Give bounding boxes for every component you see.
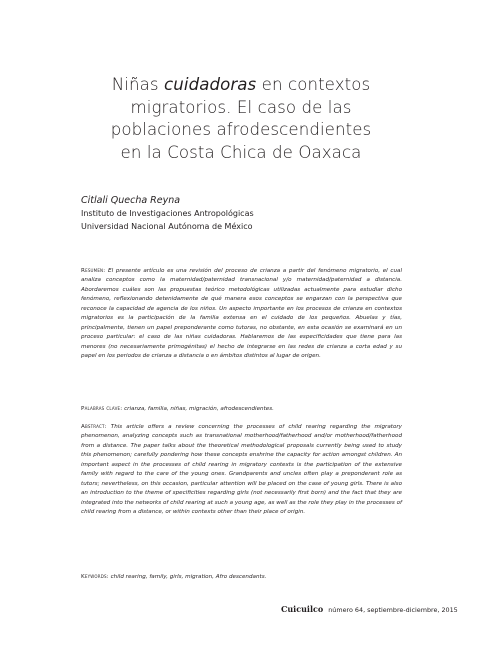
- resumen-text: El presente artículo es una revisión del proceso de crianza a partir del fenómeno migratorio, el cual analiza conceptos como la maternidad/paternidad transnacional y/o maternidad/paternidad a distancia. Abordaremos cuáles son las propuestas teórico metodológicas utilizadas actualmente para estudiar dicho fenómeno, reflexionando detenidamente de qué manera esos conceptos se engarzan con la perspectiva que reconoce la capacidad de agencia de los niños. Un aspecto importante en los procesos de crianza en contextos migratorios es la participación de la familia extensa en el cuidado de los pequeños. Abuelas y tías, principalmente, tienen un papel preponderante como tutoras, no obstante, en esta ocasión se examinará en un proceso particular: el caso de las niñas cuidadoras. Hablaremos de las especificidades que tiene para las menores (no necesariamente primogénitas) el hecho de integrarse en las redes de crianza a corta edad y su papel en los periodos de crianza a distancia o en ámbitos distintos al lugar de origen.: [81, 268, 403, 360]
- author-affiliation-university: Universidad Nacional Autónoma de México: [81, 222, 253, 231]
- resumen-block: [81, 267, 402, 362]
- author-affiliation-institute: Instituto de Investigaciones Antropológicas: [81, 209, 254, 218]
- palabras-clave-block: [81, 405, 402, 414]
- resumen-label: Resumen:: [81, 268, 106, 274]
- title-line-4: en la Costa Chica de Oaxaca: [120, 142, 362, 162]
- journal-issue: número 64, septiembre-diciembre, 2015: [328, 606, 458, 614]
- title-italic-word: cuidadoras: [164, 75, 257, 94]
- title-line-2: migratorios. El caso de las: [130, 97, 352, 117]
- title-line-1: Niñas cuidadoras en contextos: [111, 75, 371, 94]
- palabras-clave-text: crianza, familia, niñas, migración, afrodescendientes.: [124, 406, 274, 412]
- article-title: [60, 74, 422, 164]
- abstract-label: Abstract:: [81, 424, 107, 430]
- author-name: Citlali Quecha Reyna: [81, 195, 181, 206]
- abstract-block: [81, 423, 402, 518]
- journal-logo: Cuicuilco: [281, 604, 324, 614]
- title-line-3: poblaciones afrodescendientes: [110, 120, 372, 140]
- keywords-label: Keywords:: [81, 574, 109, 580]
- journal-footer: [281, 604, 458, 614]
- keywords-text: child rearing, family, girls, migration, Afro descendants.: [110, 574, 267, 580]
- abstract-text: This article offers a review concerning the processes of child rearing regarding the migratory phenomenon, analyzing concepts such as transnational motherhood/fatherhood and/or motherhood/fatherhood from a distance. The paper talks about the theoretical methodological proposals currently being used to study this phenomenon; carefully pondering how these concepts enshrine the capacity for action amongst children. An important aspect in the processes of child rearing in migratory contexts is the participation of the extensive family with regard to the care of the young ones. Grandparents and uncles often play a preponderant role as tutors; nevertheless, on this occasion, particular attention will be placed on the case of young girls. There is also an introduction to the theme of specificities regarding girls (not necessarily first born) and the fact that they are integrated into the networks of child rearing at such a young age, as well as the role they play in the processes of child rearing from a distance, or within contexts other than their place of origin.: [81, 424, 402, 516]
- keywords-block: [81, 573, 402, 582]
- palabras-clave-label: Palabras clave:: [81, 406, 123, 412]
